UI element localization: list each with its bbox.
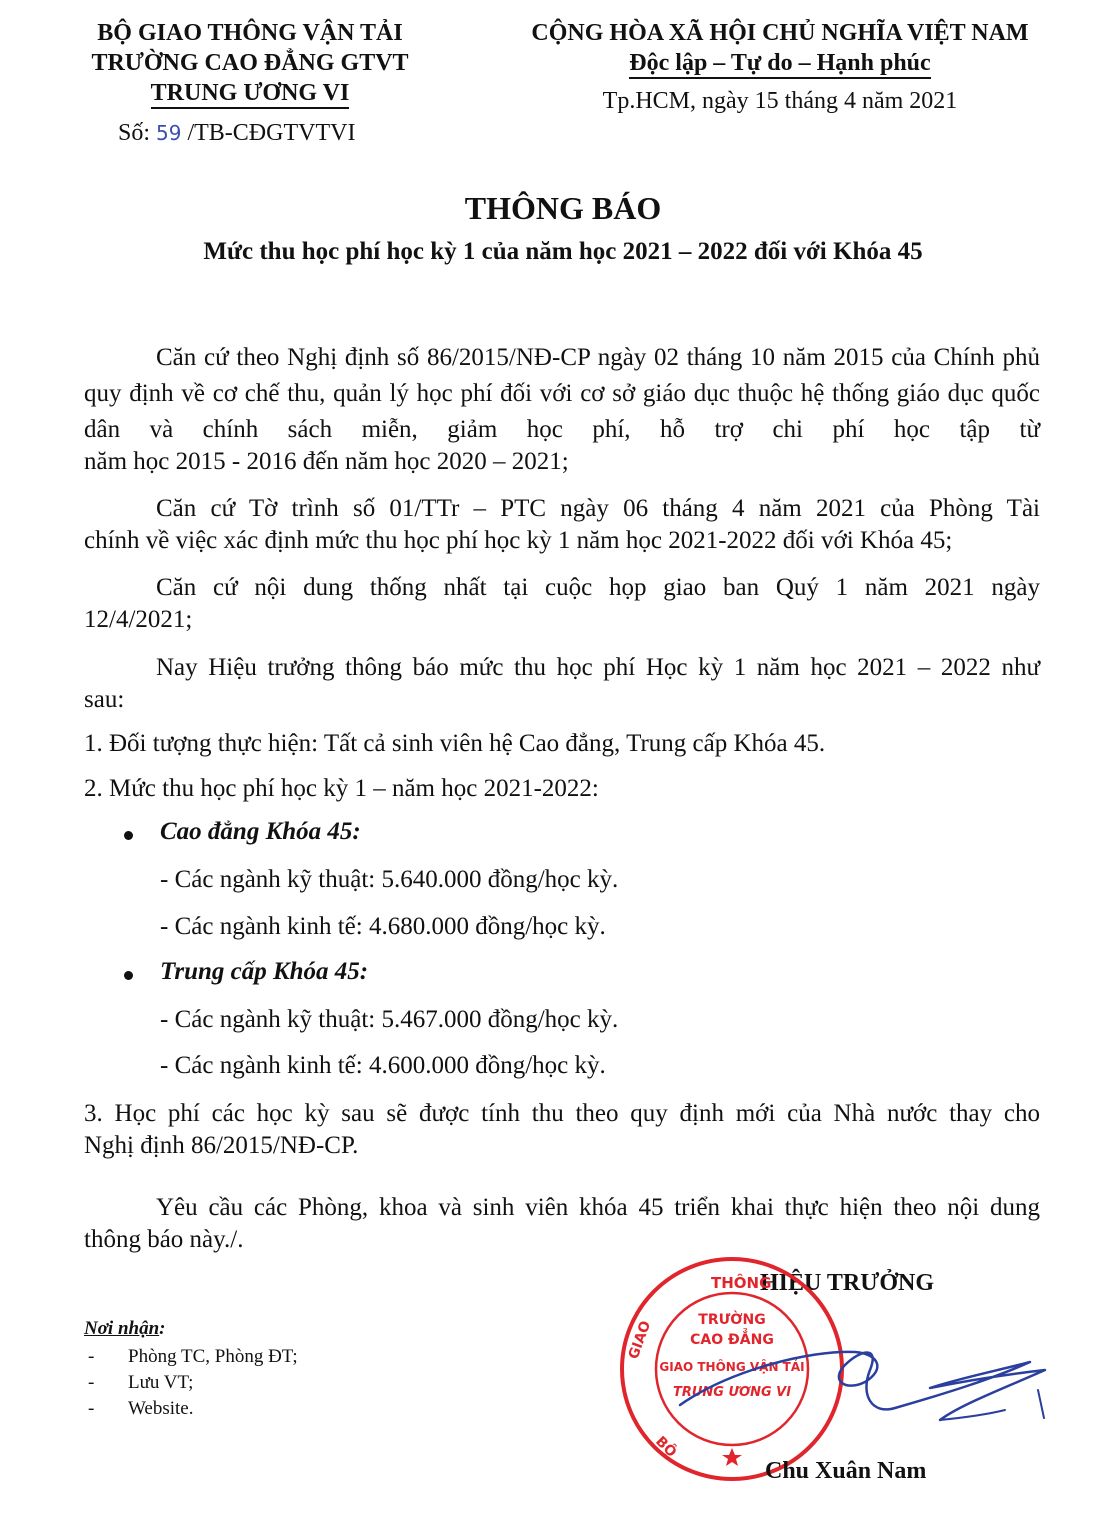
recipient-item: - Website.	[88, 1398, 194, 1419]
school-name-line2: TRUNG ƯƠNG VI	[151, 80, 350, 109]
recipient-item-text: Phòng TC, Phòng ĐT;	[128, 1346, 298, 1367]
document-number-suffix: /TB-CĐGTVTVI	[187, 120, 356, 146]
issuer-block	[40, 18, 460, 108]
paragraph-legal-basis-3-end: 12/4/2021;	[84, 606, 193, 633]
paragraph-announcement: Nay Hiệu trưởng thông báo mức thu học phí Học kỳ 1 năm học 2021 – 2022 như	[156, 654, 1040, 681]
stamp-text-center-2: CAO ĐẲNG	[690, 1332, 774, 1348]
recipient-item-text: Website.	[128, 1398, 194, 1419]
closing-paragraph-end: thông báo này./.	[84, 1226, 244, 1253]
signer-title: HIỆU TRƯỞNG	[760, 1270, 935, 1296]
list-item-1: 1. Đối tượng thực hiện: Tất cả sinh viên hệ Cao đẳng, Trung cấp Khóa 45.	[84, 730, 826, 757]
handwritten-signature	[640, 1310, 1060, 1440]
list-item-3: 3. Học phí các học kỳ sau sẽ được tính thu theo quy định mới của Nhà nước thay cho	[84, 1100, 1040, 1127]
paragraph-legal-basis-3: Căn cứ nội dung thống nhất tại cuộc họp giao ban Quý 1 năm 2021 ngày	[156, 574, 1040, 601]
document-number-prefix: Số:	[118, 120, 151, 146]
document-title: THÔNG BÁO	[464, 190, 662, 226]
list-item-3-end: Nghị định 86/2015/NĐ-CP.	[84, 1132, 359, 1159]
document-number	[118, 120, 355, 147]
stamp-text-center-4: TRUNG ƯƠNG VI	[672, 1385, 792, 1400]
national-block	[500, 18, 1060, 78]
paragraph-legal-basis-2: Căn cứ Tờ trình số 01/TTr – PTC ngày 06 tháng 4 năm 2021 của Phòng Tài	[156, 495, 1040, 522]
recipient-item-text: Lưu VT;	[128, 1372, 194, 1393]
group-college-title: Cao đẳng Khóa 45:	[160, 818, 361, 845]
signer-name: Chu Xuân Nam	[765, 1458, 927, 1484]
bullet-icon	[124, 971, 133, 980]
document-number-value: 59	[156, 121, 182, 145]
group-intermediate-economics: - Các ngành kinh tế: 4.600.000 đồng/học kỳ.	[160, 1052, 606, 1079]
group-intermediate-technical: - Các ngành kỹ thuật: 5.467.000 đồng/học kỳ.	[160, 1006, 619, 1033]
stamp-text-center-1: TRƯỜNG	[698, 1312, 766, 1328]
stamp-text-left: GIAO	[625, 1318, 655, 1362]
group-college-technical: - Các ngành kỹ thuật: 5.640.000 đồng/học kỳ.	[160, 866, 619, 893]
bullet-icon	[124, 831, 133, 840]
paragraph-announcement-end: sau:	[84, 686, 125, 713]
stamp-text-center-3: GIAO THÔNG VẬN TẢI	[659, 1360, 805, 1374]
nation-name: CỘNG HÒA XÃ HỘI CHỦ NGHĨA VIỆT NAM	[531, 20, 1029, 46]
list-item-2: 2. Mức thu học phí học kỳ 1 – năm học 2021-2022:	[84, 775, 599, 802]
school-name-line1: TRƯỜNG CAO ĐẲNG GTVT	[91, 50, 409, 76]
stamp-text-bottom-left: BỘ	[652, 1433, 680, 1461]
recipients-label-colon: :	[159, 1318, 166, 1339]
closing-paragraph: Yêu cầu các Phòng, khoa và sinh viên khóa 45 triển khai thực hiện theo nội dung	[156, 1194, 1040, 1221]
group-college-economics: - Các ngành kinh tế: 4.680.000 đồng/học kỳ.	[160, 913, 606, 940]
place-date: Tp.HCM, ngày 15 tháng 4 năm 2021	[602, 88, 958, 114]
document-subtitle: Mức thu học phí học kỳ 1 của năm học 2021 – 2022 đối với Khóa 45	[203, 238, 923, 265]
paragraph-legal-basis-1-end: năm học 2015 - 2016 đến năm học 2020 – 2021;	[84, 448, 569, 475]
paragraph-legal-basis-1-body: Căn cứ theo Nghị định số 86/2015/NĐ-CP ngày 02 tháng 10 năm 2015 của Chính phủ quy định về cơ chế thu, quản lý học phí đối với cơ sở giáo dục thuộc hệ thống giáo dục quốc dân và chính sách miễn, giảm học phí, hỗ trợ chi phí học tập từ	[84, 344, 1040, 443]
stamp-star-icon	[722, 1448, 742, 1466]
paragraph-legal-basis-2-end: chính về việc xác định mức thu học phí học kỳ 1 năm học 2021-2022 đối với Khóa 45;	[84, 527, 953, 554]
stamp-text-top: THÔNG	[711, 1274, 772, 1292]
recipients-label	[84, 1318, 165, 1340]
recipient-item: - Phòng TC, Phòng ĐT;	[88, 1346, 298, 1367]
national-motto: Độc lập – Tự do – Hạnh phúc	[629, 50, 930, 79]
ministry-name: BỘ GIAO THÔNG VẬN TẢI	[97, 20, 403, 46]
recipient-item: - Lưu VT;	[88, 1372, 194, 1393]
recipients-label-text: Nơi nhận	[84, 1318, 160, 1339]
group-intermediate-title: Trung cấp Khóa 45:	[160, 958, 369, 985]
